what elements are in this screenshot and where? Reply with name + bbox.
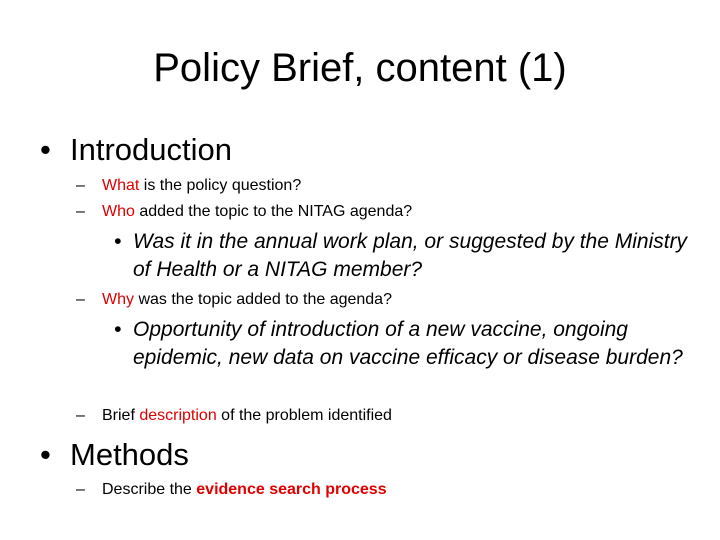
bullet-methods: [40, 437, 189, 473]
bullet-icon: •: [40, 132, 51, 167]
sub-item-text: of the problem identified: [216, 407, 392, 424]
dash-icon: –: [76, 407, 85, 424]
dash-icon: –: [76, 177, 85, 194]
slide-title: Policy Brief, content (1): [153, 46, 567, 90]
detail-why: [114, 316, 704, 372]
sub-item-evidence: [76, 480, 387, 500]
bullet-icon: •: [40, 437, 51, 472]
sub-item-text: Describe the: [102, 481, 197, 498]
sub-item-text: was the topic added to the agenda?: [134, 291, 392, 308]
bullet-introduction: [40, 132, 232, 168]
keyword-evidence-search: evidence search process: [196, 481, 387, 498]
detail-why-text: Opportunity of introduction of a new vaccine, ongoing epidemic, new data on vaccine efficacy or disease burden?: [133, 318, 683, 369]
keyword-who: Who: [102, 203, 135, 220]
methods-heading: Methods: [70, 437, 189, 472]
dash-icon: –: [76, 481, 85, 498]
sub-item-text: is the policy question?: [139, 177, 302, 194]
sub-item-who: [76, 202, 412, 222]
sub-item-brief: [76, 406, 392, 426]
dash-icon: –: [76, 203, 85, 220]
sub-item-why: [76, 290, 392, 310]
detail-who-text: Was it in the annual work plan, or suggested by the Ministry of Health or a NITAG member?: [133, 230, 688, 281]
bullet-icon: •: [114, 318, 122, 341]
keyword-description: description: [139, 407, 217, 424]
sub-item-what: [76, 176, 301, 196]
keyword-what: What: [102, 177, 140, 194]
bullet-icon: •: [114, 230, 122, 253]
dash-icon: –: [76, 291, 85, 308]
sub-item-text: Brief: [102, 407, 140, 424]
introduction-heading: Introduction: [70, 132, 232, 167]
sub-item-text: added the topic to the NITAG agenda?: [134, 203, 413, 220]
detail-who: [114, 228, 704, 284]
keyword-why: Why: [102, 291, 134, 308]
